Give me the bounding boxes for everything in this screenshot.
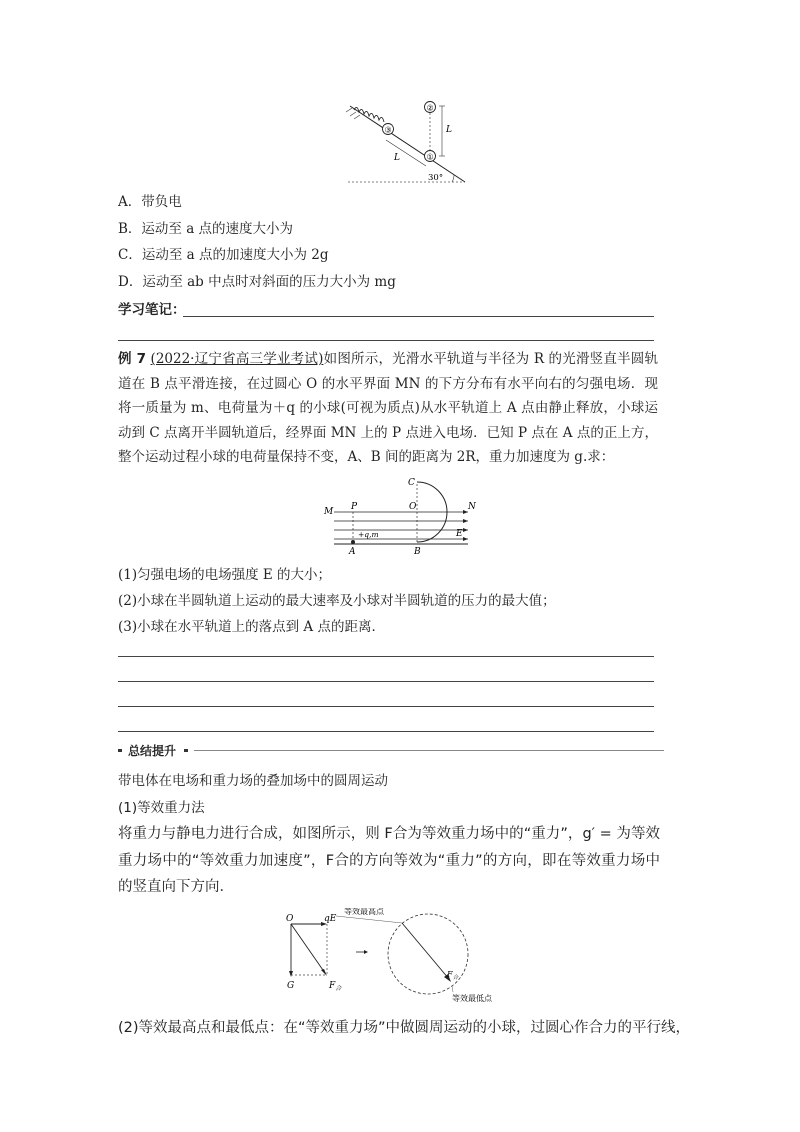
question-3: (3)小球在水平轨道上的落点到 A 点的距离． — [118, 619, 385, 635]
track-figure — [320, 474, 480, 558]
label-B: B — [414, 547, 421, 557]
question-1: (1)匀强电场的电场强度 E 的大小； — [118, 567, 332, 583]
answer-line-1 — [118, 656, 654, 657]
resultant-arrow — [291, 924, 325, 973]
summary-sub2: (2)等效最高点和最低点：在“等效重力场”中做圆周运动的小球，过圆心作合力的平行线， — [118, 1020, 691, 1036]
equiv-figure — [280, 908, 530, 1008]
summary-p1: 将重力与静电力进行合成，如图所示，则 F合为等效重力场中的“重力”，g′ = 为等效重力场中的“等效重力加速度”，F合的方向等效为“重力”的方向，即在等效重力场中的竖直向下方向． — [118, 826, 660, 895]
summary-title: 带电体在电场和重力场的叠加场中的圆周运动 — [118, 773, 388, 789]
gravity-arrow — [289, 971, 293, 977]
label-C: C — [408, 478, 415, 488]
label-E: E — [456, 529, 463, 539]
summary-header-text: 总结提升 — [128, 744, 177, 758]
field-lines — [334, 521, 468, 539]
label-A: A — [349, 547, 356, 557]
summary-rule — [194, 750, 664, 751]
option-b: B．运动至 a 点的速度大小为 — [118, 221, 294, 237]
label-N: N — [468, 502, 476, 512]
notes-label: 学习笔记： — [118, 302, 186, 318]
dim-slope — [386, 140, 426, 166]
label-highest: 等效最高点 — [344, 908, 384, 916]
label-F2: F — [447, 970, 453, 979]
label-O: O — [409, 502, 417, 512]
summary-dots-right — [184, 749, 188, 752]
example-7 — [118, 347, 658, 470]
incline-surface — [350, 103, 465, 182]
angle-label: 30° — [428, 173, 444, 183]
answer-line-2 — [118, 681, 654, 682]
label-M: M — [324, 507, 334, 517]
summary-dots-left — [118, 749, 122, 752]
dim-vertical-label: L — [446, 125, 452, 135]
answer-line-3 — [118, 706, 654, 707]
example-source: (2022·辽宁省高三学业考试) — [150, 351, 324, 367]
charge-label: +q,m — [358, 530, 379, 539]
spring — [354, 107, 384, 122]
notes-line-1 — [183, 316, 654, 317]
example-label: 例 7 — [118, 351, 147, 367]
label-O: O — [286, 914, 294, 924]
notes-line-2 — [118, 340, 654, 341]
label-G: G — [287, 981, 295, 991]
label-qE: qE — [324, 914, 337, 924]
ball-2-label: ② — [426, 103, 434, 113]
angle-arc — [452, 175, 454, 182]
dim-slope-label: L — [394, 153, 400, 163]
option-d: D．运动至 ab 中点时对斜面的压力大小为 mg — [118, 274, 396, 290]
summary-sub1: (1)等效重力法 — [118, 800, 205, 816]
ball-3-label: ③ — [384, 125, 392, 135]
label-F: F — [329, 981, 336, 991]
equiv-diameter — [402, 923, 449, 979]
example-text: 如图所示，光滑水平轨道与半径为 R 的光滑竖直半圆轨道在 B 点平滑连接，在过圆心 O 的水平界面 MN 的下方分布有水平向右的匀强电场．现将一质量为 m、电荷量为＋q 的小球(可视为质点)从水平轨道上 A 点由静止释放，小球运动到 C 点离开半圆轨道后，经界面 MN 上的 P 点进入电场．已知 P 点在 A 点的正上方，整个运动过程小球的电荷量保持不变，A、B 间的距离为 2R，重力加速度为 g.求： — [118, 351, 659, 465]
answer-line-4 — [118, 731, 654, 732]
label-F-sub: 合 — [335, 985, 342, 992]
option-c: C．运动至 a 点的加速度大小为 2g — [118, 247, 329, 263]
svg-text:F合 — [328, 981, 342, 992]
ball — [351, 540, 355, 544]
question-2: (2)小球在半圆轨道上运动的最大速率及小球对半圆轨道的压力的最大值； — [118, 593, 556, 609]
label-lowest: 等效最低点 — [452, 994, 492, 1003]
option-a: A．带负电 — [118, 194, 182, 210]
label-F2-sub: 合 — [452, 975, 459, 981]
summary-header — [118, 742, 664, 758]
label-P: P — [351, 502, 358, 512]
ball-1-label: ① — [426, 152, 434, 162]
incline-figure — [330, 96, 480, 188]
